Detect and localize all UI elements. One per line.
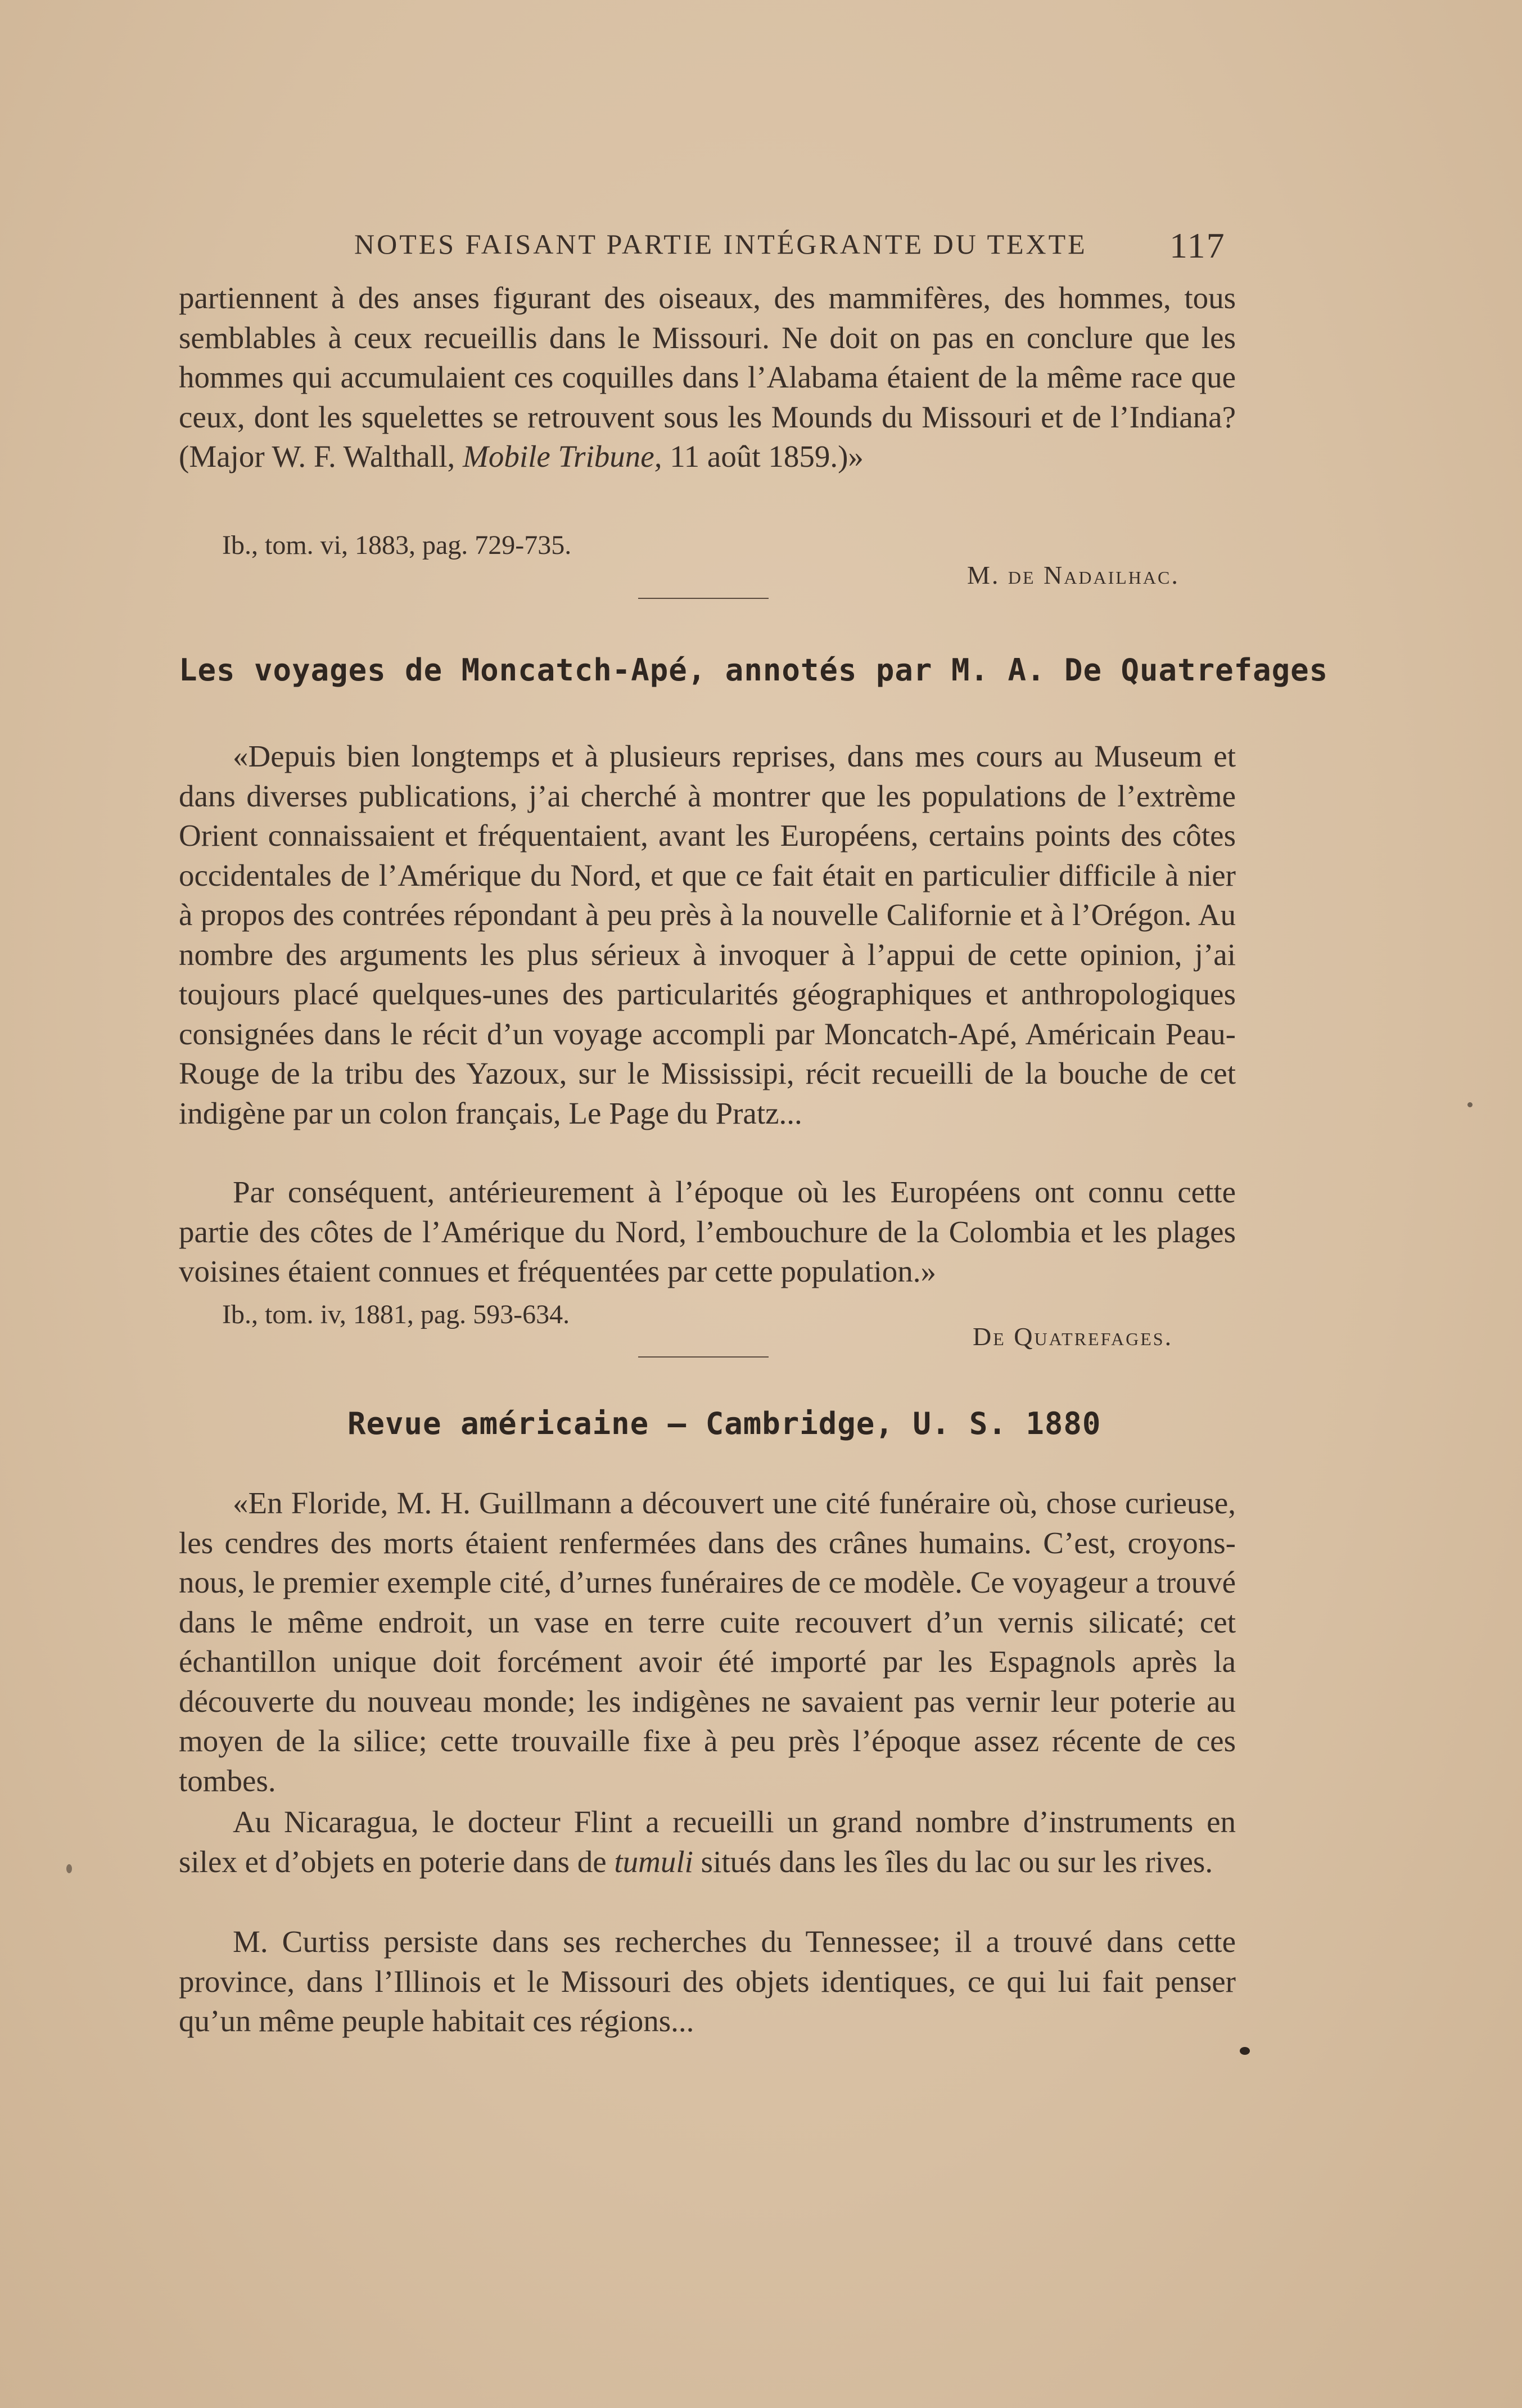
ink-speck	[66, 1864, 72, 1873]
source-title: Mobile Tribune,	[463, 439, 662, 474]
ink-speck	[1240, 2047, 1250, 2055]
continuation-text-a: partiennent à des anses figurant des oiseaux, des mammifères, des hommes, tous semblables à ceux recueillis dans le Missouri. Ne doit on pas en conclure que les hommes qui accumulaient ces coquilles dans l’Alabama étaient de la même race que ceux, dont les squelettes se retrouvent sous les Mounds du Missouri et de l’Indiana? (Major W. F. Walthall,	[179, 281, 1236, 474]
divider-rule-2	[638, 1356, 769, 1358]
revue-paragraph-3: M. Curtiss persiste dans ses recherches du Tennessee; il a trouvé dans cette province, dans l’Illinois et le Missouri des objets identiques, ce qui lui fait penser qu’un même peuple habitait ces régions...	[179, 1924, 1236, 2038]
signature-2: De Quatrefages.	[973, 1322, 1173, 1351]
ink-speck	[1467, 1102, 1473, 1107]
divider-rule-1	[638, 598, 769, 599]
continuation-paragraph	[179, 278, 1236, 477]
revue-paragraph-1: «En Floride, M. H. Guillmann a découvert une cité funéraire où, chose curieuse, les cendres des morts étaient renfermées dans des crânes humains. C’est, croyons-nous, le premier exemple cité, d’urnes funéraires de ce modèle. Ce voyageur a trouvé dans le même endroit, un vase en terre cuite recouvert d’un vernis silicaté; cet échantillon unique doit forcément avoir été importé par les Espagnols après la découverte du nouveau monde; les indigènes ne savaient pas vernir leur poterie au moyen de la silice; cette trouvaille fixe à peu près l’époque assez récente de ces tombes.	[179, 1486, 1236, 1798]
revue-paragraph-2	[179, 1802, 1236, 1882]
section-heading-revue-americaine: Revue américaine — Cambridge, U. S. 1880	[347, 1406, 1101, 1441]
signature-1: M. de Nadailhac.	[967, 561, 1180, 589]
continuation-text-b: 11 août 1859.)»	[670, 439, 864, 474]
quatrefages-paragraph-1: «Depuis bien longtemps et à plusieurs reprises, dans mes cours au Museum et dans diverses publications, j’ai cherché à montrer que les populations de l’extrème Orient connaissaient et fréquentaient, avant les Européens, certains points des côtes occidentales de l’Amérique du Nord, et que ce fait était en particulier difficile à nier à propos des contrées répondant à peu près à la nouvelle Californie et à l’Orégon. Au nombre des arguments les plus sérieux à invoquer à l’appui de cette opinion, j’ai toujours placé quelques-unes des particularités géographiques et anthropologiques consignées dans le récit d’un voyage accompli par Moncatch-Apé, Américain Peau-Rouge de la tribu des Yazoux, sur le Mississipi, récit recueilli de la bouche de cet indigène par un colon français, Le Page du Pratz...	[179, 739, 1236, 1130]
revue-paragraph-2-text-b: situés dans les îles du lac ou sur les rives.	[701, 1844, 1213, 1879]
running-head: NOTES FAISANT PARTIE INTÉGRANTE DU TEXTE	[354, 228, 1087, 260]
page-number: 117	[1169, 226, 1226, 265]
section-heading-moncatch-ape: Les voyages de Moncatch-Apé, annotés par M. A. De Quatrefages	[179, 652, 1329, 688]
citation-1: Ib., tom. vi, 1883, pag. 729-735.	[222, 530, 572, 560]
citation-2: Ib., tom. iv, 1881, pag. 593-634.	[222, 1300, 570, 1329]
tumuli-term: tumuli	[614, 1844, 693, 1879]
quatrefages-paragraph-2: Par conséquent, antérieurement à l’époque où les Européens ont connu cette partie des côtes de l’Amérique du Nord, l’embouchure de la Colombia et les plages voisines étaient connues et fréquentées par cette population.»	[179, 1175, 1236, 1288]
revue-paragraph-2-text-a: Au Nicaragua, le docteur Flint a recueilli un grand nombre d’instruments en silex et d’objets en poterie dans de	[179, 1805, 1236, 1879]
